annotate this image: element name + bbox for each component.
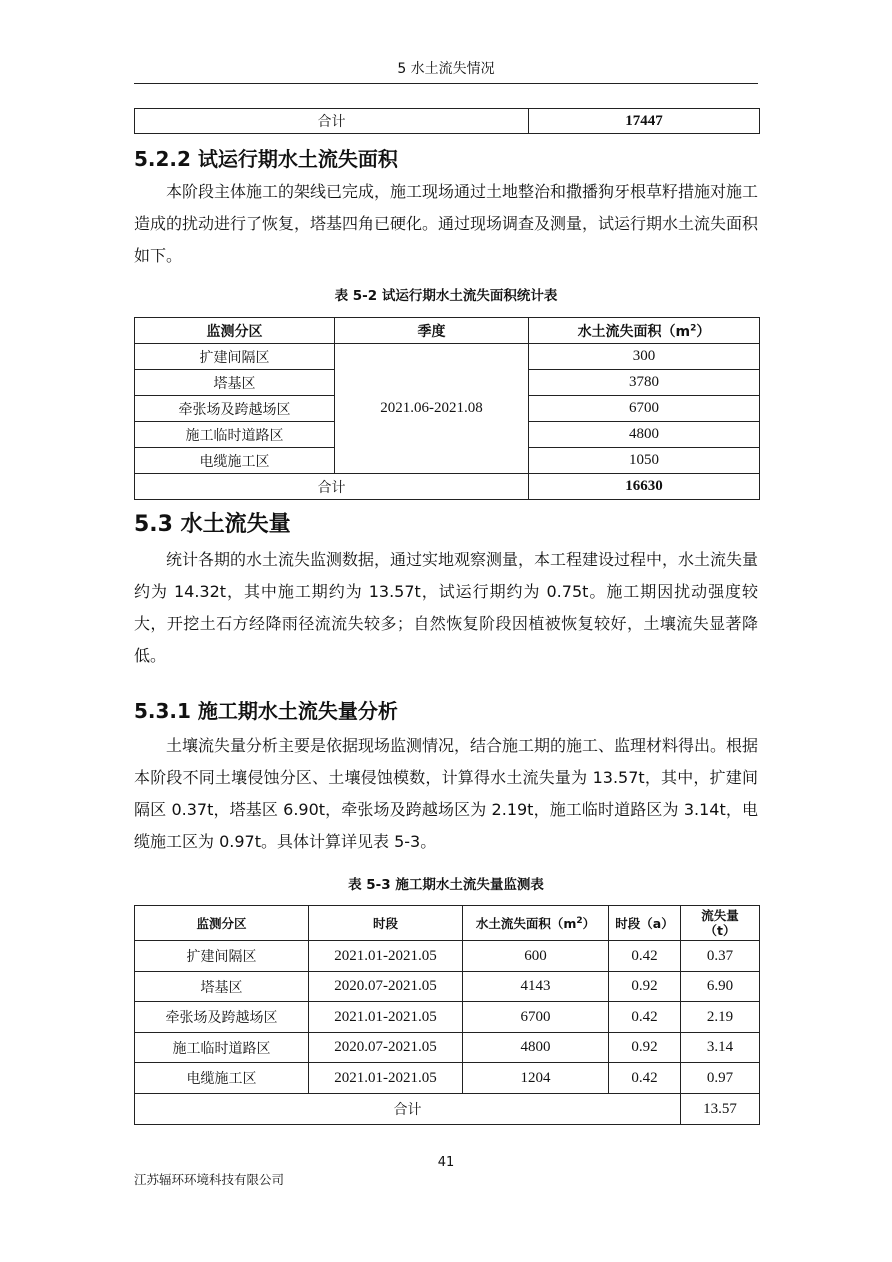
- table-5-3: [134, 905, 760, 1125]
- period-cell: 2021.01-2021.05: [309, 1063, 463, 1094]
- section-5-3-paragraph: 统计各期的水土流失监测数据，通过实地观察测量，本工程建设过程中，水土流失量约为 14.32t，其中施工期约为 13.57t，试运行期约为 0.75t。施工期因扰动强度较大，开挖土石方经降雨径流流失较多；自然恢复阶段因植被恢复较好，土壤流失显著降低。: [134, 550, 759, 665]
- zone-cell: 电缆施工区: [135, 448, 335, 474]
- col-header-area: [463, 906, 609, 941]
- duration-cell: 0.42: [609, 1063, 681, 1094]
- table-row: [135, 972, 760, 1002]
- period-cell: 2021.01-2021.05: [309, 1002, 463, 1033]
- area-header-close: ）: [696, 323, 711, 340]
- zone-cell: 施工临时道路区: [135, 422, 335, 448]
- footer-company-name: 江苏辐环环境科技有限公司: [134, 1172, 285, 1187]
- total-value: 17447: [529, 109, 760, 134]
- table-row: [135, 1063, 760, 1094]
- area-header-text: 水土流失面积（m: [475, 916, 577, 931]
- total-label: 合计: [135, 109, 529, 134]
- table-header-row: [135, 906, 760, 941]
- section-5-3-1-paragraph: 土壤流失量分析主要是依据现场监测情况，结合施工期的施工、监理材料得出。根据本阶段不同土壤侵蚀分区、土壤侵蚀模数，计算得水土流失量为 13.57t，其中，扩建间隔区 0.37t，塔基区 6.90t，牵张场及跨越场区为 2.19t，施工临时道路区为 3.14t，电缆施工区为 0.97t。具体计算详见表 5-3。: [134, 736, 759, 851]
- duration-cell: 0.92: [609, 972, 681, 1002]
- zone-cell: 塔基区: [135, 972, 309, 1002]
- col-header-season: 季度: [335, 318, 529, 344]
- col-header-zone: 监测分区: [135, 318, 335, 344]
- period-cell: 2021.01-2021.05: [309, 941, 463, 972]
- total-value: 13.57: [681, 1094, 760, 1125]
- area-cell: 6700: [463, 1002, 609, 1033]
- area-cell: 4143: [463, 972, 609, 1002]
- zone-cell: 扩建间隔区: [135, 344, 335, 370]
- table-5-2-caption: 表 5-2 试运行期水土流失面积统计表: [334, 288, 558, 304]
- table-5-1-total: [134, 108, 760, 134]
- loss-header-line1: 流失量: [701, 908, 739, 923]
- section-5-2-2-paragraph: 本阶段主体施工的架线已完成，施工现场通过土地整治和撒播狗牙根草籽措施对施工造成的扰动进行了恢复，塔基四角已硬化。通过现场调查及测量，试运行期水土流失面积如下。: [134, 182, 759, 265]
- area-cell: 4800: [529, 422, 760, 448]
- area-cell: 4800: [463, 1033, 609, 1063]
- loss-cell: 0.97: [681, 1063, 760, 1094]
- section-heading-5-2-2: 5.2.2 试运行期水土流失面积: [134, 147, 398, 171]
- loss-cell: 0.37: [681, 941, 760, 972]
- zone-cell: 电缆施工区: [135, 1063, 309, 1094]
- section-heading-5-3: 5.3 水土流失量: [134, 512, 291, 537]
- zone-cell: 牵张场及跨越场区: [135, 396, 335, 422]
- area-cell: 6700: [529, 396, 760, 422]
- table-total-row: [135, 474, 760, 500]
- loss-cell: 3.14: [681, 1033, 760, 1063]
- total-label: 合计: [135, 474, 529, 500]
- page-number: 41: [437, 1155, 455, 1170]
- area-cell: 300: [529, 344, 760, 370]
- period-cell: 2020.07-2021.05: [309, 1033, 463, 1063]
- col-header-period: 时段: [309, 906, 463, 941]
- duration-cell: 0.42: [609, 1002, 681, 1033]
- area-unit-superscript: 2: [690, 322, 697, 333]
- loss-cell: 6.90: [681, 972, 760, 1002]
- col-header-area: [529, 318, 760, 344]
- season-cell: 2021.06-2021.08: [335, 344, 529, 474]
- loss-cell: 2.19: [681, 1002, 760, 1033]
- zone-cell: 塔基区: [135, 370, 335, 396]
- table-header-row: [135, 318, 760, 344]
- header-rule: [134, 83, 758, 84]
- zone-cell: 牵张场及跨越场区: [135, 1002, 309, 1033]
- area-cell: 1204: [463, 1063, 609, 1094]
- table-5-3-caption: 表 5-3 施工期水土流失量监测表: [348, 877, 544, 893]
- col-header-zone: 监测分区: [135, 906, 309, 941]
- table-row: [135, 109, 760, 134]
- running-header: 5 水土流失情况: [397, 61, 495, 77]
- area-cell: 1050: [529, 448, 760, 474]
- table-row: [135, 344, 760, 370]
- loss-header-line2: （t）: [704, 923, 736, 938]
- period-cell: 2020.07-2021.05: [309, 972, 463, 1002]
- zone-cell: 施工临时道路区: [135, 1033, 309, 1063]
- area-cell: 600: [463, 941, 609, 972]
- area-unit-superscript: 2: [576, 915, 583, 926]
- zone-cell: 扩建间隔区: [135, 941, 309, 972]
- total-label: 合计: [135, 1094, 681, 1125]
- table-total-row: [135, 1094, 760, 1125]
- section-heading-5-3-1: 5.3.1 施工期水土流失量分析: [134, 699, 398, 723]
- area-header-close: ）: [582, 916, 596, 931]
- area-header-text: 水土流失面积（m: [577, 323, 691, 340]
- col-header-duration: 时段（a）: [609, 906, 681, 941]
- total-value: 16630: [529, 474, 760, 500]
- table-row: [135, 941, 760, 972]
- col-header-loss: [681, 906, 760, 941]
- area-cell: 3780: [529, 370, 760, 396]
- table-5-2: [134, 317, 760, 500]
- duration-cell: 0.42: [609, 941, 681, 972]
- table-row: [135, 1033, 760, 1063]
- duration-cell: 0.92: [609, 1033, 681, 1063]
- table-row: [135, 1002, 760, 1033]
